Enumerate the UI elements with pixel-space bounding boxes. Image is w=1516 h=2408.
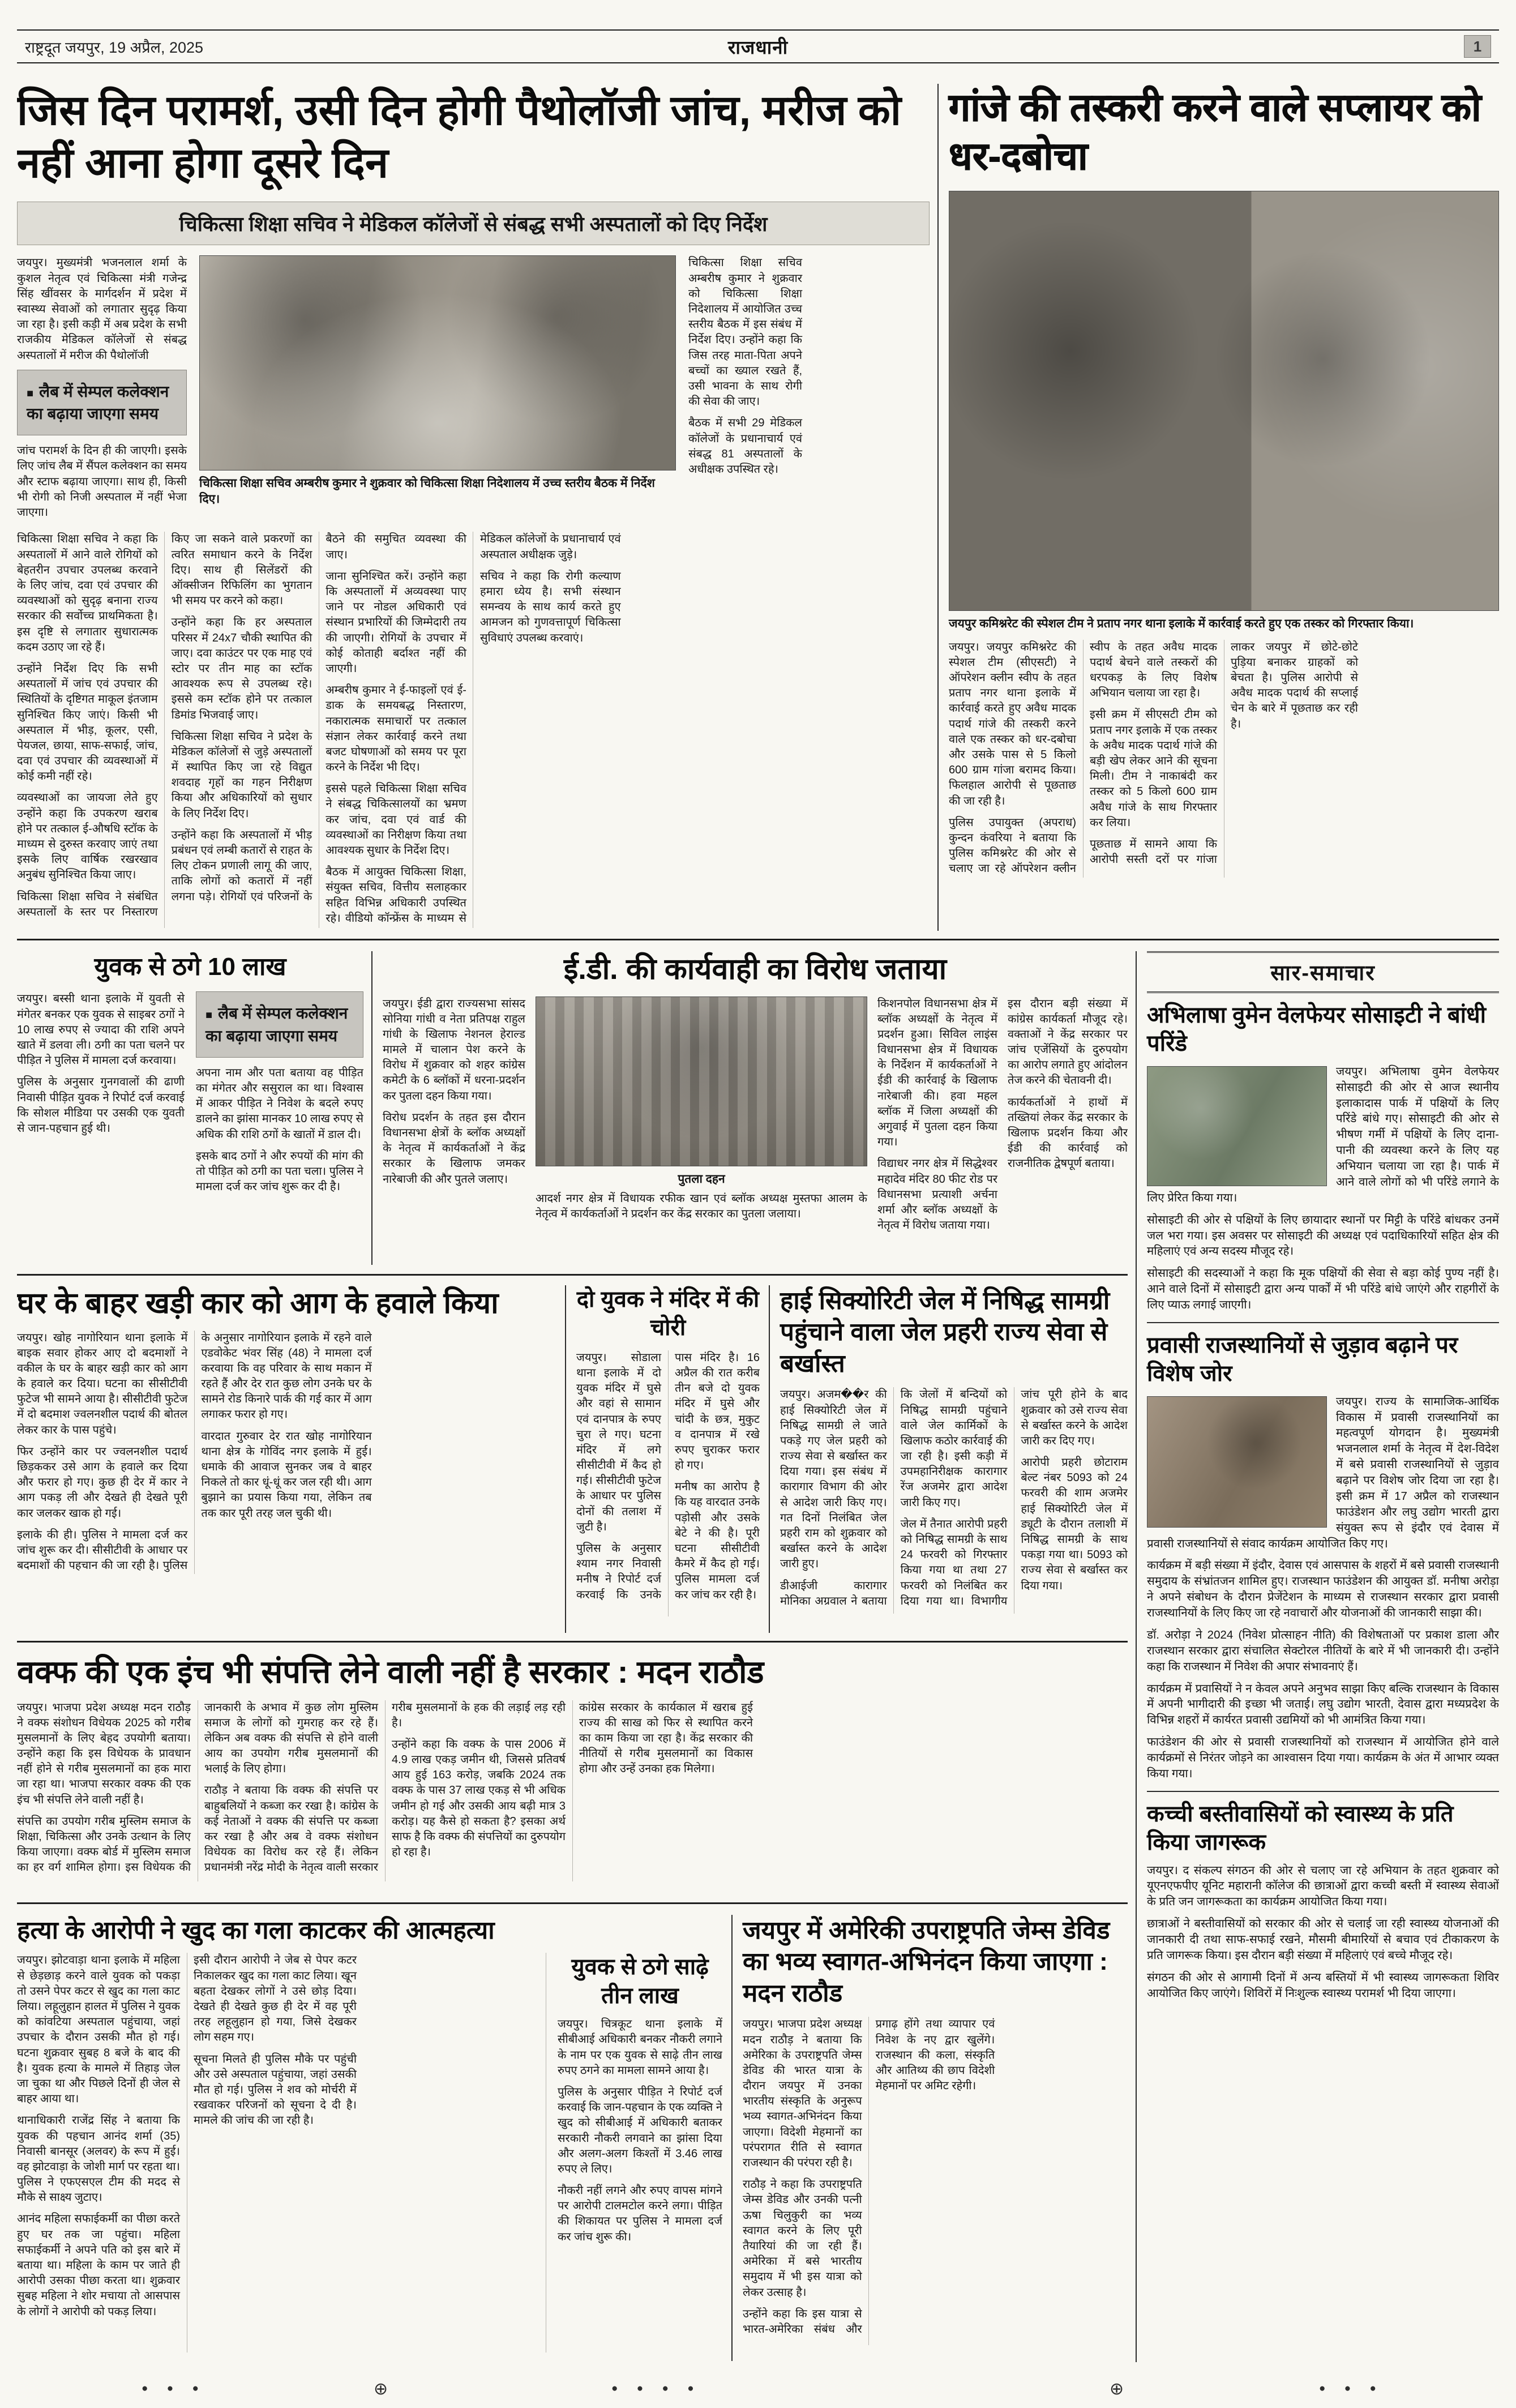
paragraph: राठौड़ ने बताया कि वक्फ की संपत्ति पर बाहुबलियों ने कब्जा कर रखा है। कांग्रेस के कई नेताओं ने वक्फ की संपत्ति पर कब्जा कर रखा है और अब वे वक्फ संशोधन विधेयक का विरोध कर रहे हैं। लेकिन प्रधानमंत्री नरेंद्र मोदी के नेतृत्व वाली सरकार गरीब मुसलमानों के हक की लड़ाई लड़ रही है। (204, 1701, 566, 1874)
paragraph: कार्यक्रम में बड़ी संख्या में इंदौर, देवास एवं आसपास के शहरों में बसे प्रवासी राजस्थानी समुदाय के संभ्रांतजन शामिल हुए। राजस्थान फाउंडेशन की आयुक्त डॉ. मनीषा अरोड़ा ने अपने संबोधन के दौरान प्रेजेंटेशन के माध्यम से राजस्थान सरकार द्वारा प्रवासी राजस्थानियों के लिए किए जा रहे नवाचारों और योजनाओं की जानकारी साझा की। (1147, 1559, 1499, 1620)
paragraph: अपना नाम और पता बताया वह पीड़ित का मंगेतर और ससुराल का था। विश्वास में आकर पीड़ित ने निवेश के बदले रुपए डालने का झांसा मानकर 10 लाख रुपए से अधिक की राशि ठगों के खातों में डाल दी। (196, 1066, 363, 1141)
paragraph: राठौड़ ने कहा कि उपराष्ट्रपति जेम्स डेविड और उनकी पत्नी ऊषा चिलुकुरी का भव्य स्वागत करने के लिए पूरी तैयारियां की जा रही हैं। अमेरिका में बसे भारतीय समुदाय में भी इस यात्रा को लेकर उत्साह है। (743, 2178, 862, 2299)
section-title: राजधानी (727, 36, 789, 58)
paragraph: इससे पहले चिकित्सा शिक्षा सचिव ने संबद्ध चिकित्सालयों का भ्रमण कर जांच, दवा एवं वार्ड की व्यवस्थाओं का निरीक्षण किया तथा आवश्यक सुधार के निर्देश दिए। (326, 782, 466, 857)
paragraph: कार्यक्रम में प्रवासियों ने न केवल अपने अनुभव साझा किए बल्कि राजस्थान के विकास में अपनी भागीदारी की इच्छा भी जताई। लघु उद्योग भारती, देवास द्वारा मध्यप्रदेश के विभिन्न शहरों में कार्यरत प्रवासी उद्यमियों को भी आमंत्रित किया गया। (1147, 1682, 1499, 1727)
paragraph: जयपुर। ईडी द्वारा राज्यसभा सांसद सोनिया गांधी व नेता प्रतिपक्ष राहुल गांधी के खिलाफ नेशनल हेराल्ड मामले में चालान पेश करने के विरोध में शुक्रवार को शहर कांग्रेस कमेटी के 6 ब्लॉकों में धरना-प्रदर्शन कर पुतला दहन किया गया। (383, 997, 525, 1102)
article-ganja (937, 84, 1499, 931)
headline-basti: कच्ची बस्तीवासियों को स्वास्थ्य के प्रति किया जागरूक (1147, 1801, 1454, 1855)
photo-protest (536, 996, 867, 1166)
paragraph: फाउंडेशन की ओर से प्रवासी राजस्थानियों को राजस्थान में आयोजित होने वाले कार्यक्रमों से निरंतर जोड़ने का आश्वासन दिया गया। कार्यक्रम के अंत में आभार व्यक्त किया गया। (1147, 1735, 1499, 1780)
paragraph: इसी दौरान आरोपी ने जेब से पेपर कटर निकालकर खुद का गला काट लिया। खून बहता देखकर लोगों ने उसे छोड़ दिया। देखते ही देखते कुछ ही देर में वह पूरी तरह लहूलुहान हो गया, जिसे देखकर लोग सहम गए। (194, 1954, 357, 2044)
paragraph: उन्होंने कहा कि अस्पतालों में भीड़ प्रबंधन एवं लम्बी कतारों से राहत के लिए टोकन प्रणाली लागू की जाए, ताकि लोगों को कतारों में नहीं लगना पड़े। रोगियों एवं परिजनों के बैठने की समुचित व्यवस्था की जाए। (171, 533, 466, 903)
paragraph: जांच परामर्श के दिन ही की जाएगी। इसके लिए जांच लैब में सैंपल कलेक्शन का समय और स्टाफ बढ़ाया जाएगा। साथ ही, किसी भी रोगी को निजी अस्पताल में नहीं भेजा जाएगा। (17, 444, 187, 519)
dateline: राष्ट्रदूत जयपुर, 19 अप्रैल, 2025 (25, 39, 204, 56)
article-pathology (17, 84, 930, 931)
paragraph: बैठक में आयुक्त चिकित्सा शिक्षा, संयुक्त सचिव, वित्तीय सलाहकार सहित विभिन्न अधिकारी उपस्थित रहे। वीडियो कॉन्फ्रेंस के माध्यम से मेडिकल कॉलेजों के प्रधानाचार्य एवं अस्पताल अधीक्षक जुड़े। (326, 533, 621, 925)
paragraph: जयपुर। भाजपा प्रदेश अध्यक्ष मदन राठौड़ ने बताया कि अमेरिका के उपराष्ट्रपति जेम्स डेविड की भारत यात्रा के दौरान जयपुर में उनका भारतीय संस्कृति के अनुरूप भव्य स्वागत-अभिनंदन किया जाएगा। विदेशी मेहमानों का परंपरागत रीति से स्वागत राजस्थान की परंपरा रही है। (743, 2018, 862, 2169)
paragraph: संगठन की ओर से आगामी दिनों में अन्य बस्तियों में भी स्वास्थ्य जागरूकता शिविर आयोजित किए जाएंगे। शिविरों में निःशुल्क स्वास्थ्य परामर्श भी दिया जाएगा। (1147, 1970, 1499, 2000)
print-dots: ● ● ● ● (611, 2383, 702, 2394)
pathology-photo-figure (199, 255, 676, 524)
paragraph: पुलिस के अनुसार पीड़ित ने रिपोर्ट दर्ज करवाई कि जान-पहचान के एक व्यक्ति ने खुद को सीबीआई में अधिकारी बताकर सरकारी नौकरी लगवाने का झांसा दिया और अलग-अलग किश्तों में 3.46 लाख रुपए ले लिए। (558, 2085, 722, 2175)
headline-thagi10: युवक से ठगे 10 लाख (94, 953, 286, 981)
pathology-left-column (17, 255, 187, 524)
paragraph: फिर उन्होंने कार पर ज्वलनशील पदार्थ छिड़ककर उसे आग के हवाले कर दिया और फरार हो गए। कुछ ही देर में कार ने आग पकड़ ली और देखते ही देखते पूरी कार जलकर खाक हो गई। (17, 1445, 188, 1520)
divider (1147, 1791, 1499, 1792)
paragraph: इसी क्रम में सीएसटी टीम को प्रताप नगर इलाके में एक तस्कर के अवैध मादक पदार्थ गांजे की बड़ी खेप लेकर आने की सूचना मिली। टीम ने नाकाबंदी कर तस्कर को 5 किलो 600 ग्राम अवैध गांजे के साथ गिरफ्तार कर लिया। (1090, 708, 1217, 829)
ed-col-1 (383, 996, 525, 1258)
article-mandir-theft (565, 1285, 760, 1633)
paragraph: पुलिस के अनुसार गुनगवालों की ढाणी निवासी पीड़ित युवक ने रिपोर्ट दर्ज करवाई कि सोशल मीडिया पर उसकी एक युवती से जान-पहचान हुई थी। (17, 1076, 185, 1135)
paragraph: चिकित्सा शिक्षा सचिव ने कहा कि अस्पतालों में आने वाले रोगियों को बेहतरीन उपचार उपलब्ध करवाने के लिए जांच, दवा एवं उपचार की व्यवस्थाओं को सुदृढ़ बनाना राज्य सरकार की सर्वोच्च प्राथमिकता है। इस दृष्टि से लगातार सुधारात्मक कदम उठाए जा रहे हैं। (17, 533, 158, 653)
registration-mark-icon: ⊕ (1110, 2380, 1124, 2398)
divider (1147, 1322, 1499, 1323)
paragraph: उन्होंने कहा कि हर अस्पताल परिसर में 24x7 चौकी स्थापित की जाए। दवा काउंटर पर एक माह एवं स्टोर पर तीन माह का स्टॉक आवश्यक रूप से उपलब्ध रहे। इससे कम स्टॉक होने पर तत्काल डिमांड भिजवाई जाए। (171, 616, 312, 721)
photo-caption: पुतला दहन (678, 1172, 725, 1186)
ed-photo-figure (536, 996, 867, 1258)
paragraph: आदर्श नगर क्षेत्र में विधायक रफीक खान एवं ब्लॉक अध्यक्ष मुस्तफा आलम के नेतृत्व में कार्यकर्ताओं ने प्रदर्शन कर केंद्र सरकार का पुतला जलाया। (536, 1192, 867, 1220)
paragraph: कार्यकर्ताओं ने हाथों में तख्तियां लेकर केंद्र सरकार के खिलाफ प्रदर्शन किया और ईडी की कार्रवाई को राजनीतिक द्वेषपूर्ण बताया। (1008, 1096, 1128, 1170)
headline-vance-welcome: जयपुर में अमेरिकी उपराष्ट्रपति जेम्स डेविड का भव्य स्वागत-अभिनंदन किया जाएगा : मदन राठौड (743, 1917, 1110, 2007)
ganja-body-columns (949, 640, 1499, 878)
photo-arrest (949, 191, 1499, 611)
mandir-body-columns (576, 1350, 760, 1616)
paragraph: विद्याधर नगर क्षेत्र में सिद्धेश्वर महादेव मंदिर 80 फीट रोड पर विधानसभा प्रत्याशी अर्चना शर्मा और ब्लॉक अध्यक्षों के नेतृत्व में विरोध जताया गया। (877, 1157, 997, 1232)
paragraph: व्यवस्थाओं का जायजा लेते हुए उन्होंने कहा कि उपकरण खराब होने पर तत्काल ई-औषधि स्टॉक के माध्यम से दुरुस्त करवाए जाएं तथा इसके लिए वार्षिक रखरखाव अनुबंध सुनिश्चित किया जाए। (17, 792, 158, 882)
paragraph: वारदात गुरुवार देर रात खोह नागोरियान थाना क्षेत्र के गोविंद नगर इलाके में हुई। धमाके की आवाज सुनकर जब वे बाहर निकले तो कार धूं-धूं कर जल रही थी। आग बुझाने का प्रयास किया गया, लेकिन तब तक कार पूरी तरह जल चुकी थी। (201, 1430, 372, 1520)
headline-hatya: हत्या के आरोपी ने खुद का गला काटकर की आत्महत्या (17, 1917, 495, 1944)
headline-pathology: जिस दिन परामर्श, उसी दिन होगी पैथोलॉजी जांच, मरीज को नहीं आना होगा दूसरे दिन (17, 87, 901, 187)
paragraph: सोसाइटी की ओर से पक्षियों के लिए छायादार स्थानों पर मिट्टी के परिंडे बांधकर उनमें जल भरा गया। इस अवसर पर सोसाइटी की अध्यक्ष एवं पदाधिकारियों सहित क्षेत्र की महिलाएं एवं अन्य सदस्य मौजूद रहे। (1147, 1213, 1499, 1258)
headline-parinde: अभिलाषा वुमेन वेलफेयर सोसाइटी ने बांधी परिंडे (1147, 1003, 1487, 1057)
paragraph: जयपुर। अभिलाषा वुमेन वेलफेयर सोसाइटी की ओर से आज स्थानीय इलाकादास पार्क में पक्षियों के लिए परिंडे बांधे गए। सोसाइटी की ओर से भीषण गर्मी में पक्षियों के लिए दाना-पानी की व्यवस्था करने के लिए यह अभियान चलाया जा रहा है। पार्क में आने वाले लोगों को भी परिंडे लगाने के लिए प्रेरित किया गया। (1147, 1064, 1499, 1204)
divider (17, 1902, 1128, 1904)
photo-pravasi (1147, 1396, 1327, 1528)
pathology-right-columns (688, 255, 930, 521)
paragraph: संपत्ति का उपयोग गरीब मुस्लिम समाज के शिक्षा, चिकित्सा और उनके उत्थान के लिए किया जाएगा। वक्फ बोर्ड में मुस्लिम समाज का हर वर्ग शामिल होगा। इस विधेयक की जानकारी के अभाव में कुछ लोग मुस्लिम समाज के लोगों को गुमराह कर रहे हैं। लेकिन अब वक्फ की संपत्ति से होने वाली आय का उपयोग गरीब मुसलमानों की भलाई के लिए होगा। (17, 1701, 378, 1874)
paragraph: आरोपी प्रहरी छोटाराम बेल्ट नंबर 5093 को 24 फरवरी की शाम अजमेर हाई सिक्योरिटी जेल में ड्यूटी के दौरान तलाशी में निषिद्ध सामग्री के साथ पकड़ा गया था। 5093 को राज्य सेवा से बर्खास्त कर दिया गया। (1021, 1456, 1128, 1592)
jail-body-columns (780, 1387, 1128, 1614)
article-pravasi (1147, 1331, 1499, 1782)
article-jail-guard (769, 1285, 1128, 1633)
paragraph: विरोध प्रदर्शन के तहत इस दौरान विधानसभा क्षेत्रों के ब्लॉक अध्यक्षों के नेतृत्व में कार्यकर्ताओं ने केंद्र सरकार के खिलाफ जमकर नारेबाजी की और पुतले जलाए। (383, 1111, 525, 1186)
vance-body-columns (743, 2017, 1128, 2345)
paragraph: चिकित्सा शिक्षा सचिव ने प्रदेश के मेडिकल कॉलेजों से जुड़े अस्पतालों में स्थापित किए जा रहे विद्युत शवदाह गृहों का गहन निरीक्षण किया और अधिकारियों को सुधार के लिए निर्देश दिए। (171, 730, 312, 820)
ed-col-4 (1008, 996, 1128, 1258)
paragraph: जयपुर। झोटवाड़ा थाना इलाके में महिला से छेड़छाड़ करने वाले युवक को पकड़ा तो उसने पेपर कटर से खुद का गला काट लिया। लहूलुहान हालत में पुलिस ने युवक को कांवटिया अस्पताल पहुंचाया, जहां उपचार के दौरान उसकी मौत हो गई। घटना शुक्रवार सुबह 8 बजे के बाद की है। युवक हत्या के मामले में तिहाड़ जेल जा चुका था और पिछले दिनों ही जेल से बाहर आया था। (17, 1954, 180, 2106)
highlight-text: लैब में सेम्पल कलेक्शन का बढ़ाया जाएगा समय (27, 382, 169, 422)
divider (17, 1274, 1128, 1276)
ganja-photo-figure (949, 191, 1499, 631)
article-ed-protest (371, 951, 1128, 1265)
headline-pravasi: प्रवासी राजस्थानियों से जुड़ाव बढ़ाने पर विशेष जोर (1147, 1332, 1458, 1387)
pathology-top-region (17, 255, 930, 524)
article-car-fire (17, 1285, 556, 1633)
thagi10-columns (17, 991, 363, 1250)
paragraph: उन्होंने निर्देश दिए कि सभी अस्पतालों में जांच एवं उपचार की स्थितियों के दृष्टिगत माकूल इंतजाम सुनिश्चित किए जाएं। किसी भी अस्पताल में भीड़, कूलर, एसी, पेयजल, छाया, साफ-सफाई, जांच, दवा एवं उपचार की व्यवस्थाओं में कोई कमी नहीं रहे। (17, 662, 158, 783)
headline-car-fire: घर के बाहर खड़ी कार को आग के हवाले किया (17, 1287, 499, 1320)
paragraph: सचिव ने कहा कि रोगी कल्याण हमारा ध्येय है। सभी संस्थान समन्वय के साथ कार्य करते हुए आमजन को गुणवत्तापूर्ण चिकित्सा सुविधाएं उपलब्ध करवाएं। (479, 570, 621, 644)
article-basti (1147, 1800, 1499, 2001)
paragraph: नौकरी नहीं लगने और रुपए वापस मांगने पर आरोपी टालमटोल करने लगा। पीड़ित की शिकायत पर पुलिस ने मामला दर्ज कर जांच शुरू की। (558, 2184, 722, 2243)
photo-meeting (199, 255, 676, 471)
headline-ed-protest: ई.डी. की कार्यवाही का विरोध जताया (563, 953, 947, 986)
paragraph: चिकित्सा शिक्षा सचिव अम्बरीष कुमार ने शुक्रवार को चिकित्सा शिक्षा निदेशालय में आयोजित उच्च स्तरीय बैठक में इस संबंध में निर्देश दिए। उन्होंने कहा कि जिस तरह माता-पिता अपने बच्चों का ख्याल रखते हैं, उसी भावना के साथ रोगी की सेवा की जाए। (688, 256, 802, 408)
print-dots: ● ● ● (142, 2383, 207, 2394)
article-waqf (17, 1652, 1128, 1894)
paragraph: जयपुर। राज्य के सामाजिक-आर्थिक विकास में प्रवासी राजस्थानियों का महत्वपूर्ण योगदान है। मुख्यमंत्री भजनलाल शर्मा के नेतृत्व में देश-विदेश में बसे प्रवासी राजस्थानियों से जुड़ाव बढ़ाने पर विशेष जोर दिया जा रहा है। इसी क्रम में 17 अप्रैल को राजस्थान फाउंडेशन और लघु उद्योग भारती द्वारा संयुक्त रूप से इंदौर एवं देवास में प्रवासी राजस्थानियों से संवाद कार्यक्रम आयोजित किए गए। (1147, 1395, 1499, 1550)
paragraph: जयपुर। जयपुर कमिश्नरेट की स्पेशल टीम (सीएसटी) ने ऑपरेशन क्लीन स्वीप के तहत प्रताप नगर थाना इलाके में कार्रवाई करते हुए अवैध मादक पदार्थ गांजे की तस्करी करने वाले एक तस्कर को धर-दबोचा और उसके पास से 5 किलो 600 ग्राम गांजा बरामद किया। फिलहाल आरोपी से पूछताछ की जा रही है। (949, 640, 1076, 807)
article-hatya (17, 1915, 722, 2361)
paragraph: जयपुर। द संकल्प संगठन की ओर से चलाए जा रहे अभियान के तहत शुक्रवार को यूएनएफपीए यूनिट महारानी कॉलेज की छात्राओं द्वारा कच्ची बस्ती में स्वास्थ्य सेवाओं के प्रति जन जागरूकता का कार्यक्रम आयोजित किया गया। (1147, 1863, 1499, 1909)
highlight-box (17, 370, 187, 435)
paragraph: पूछताछ में सामने आया कि आरोपी सस्ती दरों पर गांजा लाकर जयपुर में छोटे-छोटे पुड़िया बनाकर ग्राहकों को बेचता है। पुलिस आरोपी से अवैध मादक पदार्थ की सप्लाई चेन के बारे में पूछताछ कर रही है। (1090, 640, 1358, 866)
article-thagi10 (17, 951, 363, 1265)
paragraph: जाना सुनिश्चित करें। उन्होंने कहा कि अस्पतालों में अव्यवस्था पाए जाने पर नोडल अधिकारी एवं संस्थान प्रभारियों की जिम्मेदारी तय की जाएगी। रोगियों के उपचार में कोई कोताही बर्दाश्त नहीं की जाएगी। (326, 570, 466, 675)
paragraph: मनीष का आरोप है कि यह वारदात उनके पड़ोसी और उसके बेटे ने की है। पूरी घटना सीसीटीवी कैमरे में कैद हो गई। पुलिस मामला दर्ज कर जांच कर रही है। (675, 1481, 760, 1601)
paragraph: आनंद महिला सफाईकर्मी का पीछा करते हुए घर तक जा पहुंचा। महिला सफाईकर्मी ने अपने पति को इस बारे में बताया था। महिला के काम पर जाते ही आरोपी उसका पीछा करता था। शुक्रवार सुबह महिला ने शोर मचाया तो आसपास के लोगों ने आरोपी को पकड़ लिया। (17, 2213, 180, 2318)
paragraph: डीआईजी कारागार मोनिका अग्रवाल ने बताया कि जेलों में बन्दियों को निषिद्ध सामग्री पहुंचाने वाले जेल कार्मिकों के खिलाफ कठोर कार्रवाई की जा रही है। इसी कड़ी में उपमहानिरीक्षक कारागार रेंज अजमेर द्वारा आदेश जारी किए गए। (780, 1388, 1008, 1607)
article-vance-welcome (731, 1915, 1128, 2361)
highlight-box (196, 991, 363, 1057)
paragraph: छात्राओं ने बस्तीवासियों को सरकार की ओर से चलाई जा रही स्वास्थ्य योजनाओं की जानकारी दी तथा साफ-सफाई रखने, मौसमी बीमारियों से बचाव एवं टीकाकरण के प्रति जागरूक किया। इस दौरान बड़ी संख्या में महिलाएं एवं बच्चे मौजूद रहे। (1147, 1917, 1499, 1962)
ed-col-3 (877, 996, 997, 1258)
paragraph: चिकित्सा शिक्षा सचिव ने संबंधित अस्पतालों के स्तर पर निस्तारण किए जा सकने वाले प्रकरणों का त्वरित समाधान करने के निर्देश दिए। साथ ही सिलेंडरों की ऑक्सीजन रिफिलिंग का भुगतान भी समय पर करने को कहा। (17, 533, 312, 918)
divider (17, 1641, 1128, 1643)
article-parinde (1147, 1001, 1499, 1313)
paragraph: डॉ. अरोड़ा ने 2024 (निवेश प्रोत्साहन नीति) की विशेषताओं पर प्रकाश डाला और राजस्थान सरकार द्वारा संचालित सेक्टोरल नीतियों के बारे में भी जानकारी दी। उन्होंने कहा कि राजस्थान में निवेश की अपार संभावनाएं हैं। (1147, 1628, 1499, 1673)
headline-waqf: वक्फ की एक इंच भी संपत्ति लेने वाली नहीं है सरकार : मदन राठौड (17, 1654, 764, 1690)
car-body-columns (17, 1331, 556, 1574)
paragraph: बैठक में सभी 29 मेडिकल कॉलेजों के प्रधानाचार्य एवं संबद्ध 81 अस्पतालों के अधीक्षक उपस्थित रहे। (688, 417, 802, 476)
square-bullet-icon: ■ (205, 1009, 213, 1022)
paragraph: पुलिस के अनुसार श्याम नगर निवासी मनीष ने रिपोर्ट दर्ज करवाई कि उनके पास मंदिर है। 16 अप्रैल की रात करीब तीन बजे दो युवक मंदिर में घुसे और चांदी के छत्र, मुकुट व दानपात्र में रखे रुपए चुराकर फरार हो गए। (576, 1351, 760, 1601)
paragraph: किशनपोल विधानसभा क्षेत्र में ब्लॉक अध्यक्षों के नेतृत्व में प्रदर्शन हुआ। सिविल लाइंस विधानसभा क्षेत्र में विधायक के निर्देशन में कार्यकर्ताओं ने ईडी की कार्रवाई के खिलाफ नारेबाजी की। हवा महल ब्लॉक में जिला अध्यक्षों की अगुवाई में पुतला दहन किया गया। (877, 997, 997, 1149)
paragraph: उन्होंने कहा कि वक्फ के पास 2006 में 4.9 लाख एकड़ जमीन थी, जिससे प्रतिवर्ष आय हुई 163 करोड़, जबकि 2024 तक वक्फ के पास 37 लाख एकड़ से भी अधिक जमीन हो गई और उसकी आय बढ़ी मात्र 3 करोड़। यह कैसे हो सकता है? इसका अर्थ साफ है कि वक्फ की संपत्तियों का दुरुपयोग हो रहा है। (392, 1738, 566, 1859)
paragraph: उन्होंने कहा कि इस यात्रा से भारत-अमेरिका संबंध और प्रगाढ़ होंगे तथा व्यापार एवं निवेश के नए द्वार खुलेंगे। राजस्थान की कला, संस्कृति और आतिथ्य की छाप विदेशी मेहमानों पर अमिट रहेगी। (743, 2018, 995, 2336)
photo-parinde (1147, 1066, 1327, 1186)
headline-thagi35: युवक से ठगे साढ़े तीन लाख (571, 1954, 709, 2008)
paragraph: इसके बाद ठगों ने और रुपयों की मांग की तो पीड़ित को ठगी का पता चला। पुलिस ने मामला दर्ज कर जांच शुरू कर दी है। (196, 1149, 363, 1194)
headline-mandir-theft: दो युवक ने मंदिर में की चोरी (576, 1287, 760, 1341)
paragraph: इलाके की ही। पुलिस ने मामला दर्ज कर जांच शुरू कर दी। सीसीटीवी के आधार पर बदमाशों की पहचान की जा रही है। पुलिस के अनुसार नागोरियान इलाके में रहने वाले एडवोकेट भंवर सिंह (48) ने मामला दर्ज करवाया कि वह परिवार के साथ मकान में रहते हैं और देर रात कुछ लोग उनके घर के सामने रोड किनारे पार्क की गई कार में आग लगाकर फरार हो गए। (17, 1331, 372, 1572)
divider (17, 939, 1499, 940)
hatya-layout (17, 1953, 722, 2353)
paragraph: जयपुर। भाजपा प्रदेश अध्यक्ष मदन राठौड़ ने वक्फ संशोधन विधेयक 2025 को गरीब मुसलमानों के लिए बेहद उपयोगी बताया। उन्होंने कहा कि इस विधेयक के प्रावधान नहीं होने से गरीब मुसलमानों का हक मारा जा रहा था। भाजपा सरकार वक्फ की एक इंच भी संपत्ति लेने वाली नहीं है। (17, 1701, 191, 1806)
paragraph: जयपुर। मुख्यमंत्री भजनलाल शर्मा के कुशल नेतृत्व एवं चिकित्सा मंत्री गजेन्द्र सिंह खींवसर के मार्गदर्शन में प्रदेश में स्वास्थ्य सेवाओं को लगातार सुदृढ़ किया जा रहा है। इसी कड़ी में अब प्रदेश के सभी राजकीय मेडिकल कॉलेजों से संबद्ध अस्पतालों में मरीज की पैथोलॉजी (17, 256, 187, 362)
paragraph: जयपुर। सोडाला थाना इलाके में दो युवक मंदिर में घुसे और वहां से सामान एवं दानपात्र के रुपए चुरा ले गए। घटना मंदिर में लगे सीसीटीवी में कैद हो गई। सीसीटीवी फुटेज के आधार पर पुलिस दोनों की तलाश में जुटी है। (576, 1351, 661, 1533)
paragraph: सूचना मिलते ही पुलिस मौके पर पहुंची और उसे अस्पताल पहुंचाया, जहां उसकी मौत हो गई। पुलिस ने शव को मोर्चरी में रखवाकर परिजनों को सूचना दे दी है। मामले की जांच की जा रही है। (194, 2052, 357, 2127)
page-number-box: 1 (1464, 35, 1491, 58)
news-rail (1136, 951, 1499, 2362)
photo-caption: जयपुर कमिश्नरेट की स्पेशल टीम ने प्रताप नगर थाना इलाके में कार्रवाई करते हुए एक तस्कर को गिरफ्तार किया। (949, 617, 1414, 631)
paragraph: सोसाइटी की सदस्याओं ने कहा कि मूक पक्षियों की सेवा से बड़ा कोई पुण्य नहीं है। आने वाले दिनों में सोसाइटी द्वारा अन्य पार्कों में भी परिंडे बांधे जाएंगे और राहगीरों के लिए प्याऊ लगाई जाएगी। (1147, 1267, 1499, 1312)
highlight-text: लैब में सेम्पल कलेक्शन का बढ़ाया जाएगा समय (205, 1004, 348, 1045)
registration-mark-icon: ⊕ (374, 2380, 388, 2398)
ed-columns (383, 996, 1128, 1258)
paragraph: जेल में तैनात आरोपी प्रहरी को निषिद्ध सामग्री के साथ 24 फरवरी को गिरफ्तार किया गया था तथा 27 फरवरी को निलंबित कर दिया गया था। विभागीय जांच पूरी होने के बाद शुक्रवार को उसे राज्य सेवा से बर्खास्त करने के आदेश जारी कर दिए गए। (900, 1388, 1128, 1607)
headline-ganja: गांजे की तस्करी करने वाले सप्लायर को धर-दबोचा (949, 86, 1481, 178)
photo-caption: चिकित्सा शिक्षा सचिव अम्बरीष कुमार ने शुक्रवार को चिकित्सा शिक्षा निदेशालय में उच्च स्तरीय बैठक में निर्देश दिए। (199, 477, 655, 506)
paragraph: इस दौरान बड़ी संख्या में कांग्रेस कार्यकर्ता मौजूद रहे। वक्ताओं ने केंद्र सरकार पर जांच एजेंसियों के दुरुपयोग का आरोप लगाते हुए आंदोलन तेज करने की चेतावनी दी। (1008, 997, 1128, 1087)
paragraph: कांग्रेस सरकार के कार्यकाल में खराब हुई राज्य की साख को फिर से स्थापित करने का काम किया जा रहा है। केंद्र सरकार की नीतियों से गरीब मुसलमानों का विकास होगा और उन्हें उनका हक मिलेगा। (579, 1701, 753, 1776)
headline-jail-guard: हाई सिक्योरिटी जेल में निषिद्ध सामग्री पहुंचाने वाला जेल प्रहरी राज्य सेवा से बर्खास्त (780, 1287, 1110, 1378)
hatya-body-columns (17, 1953, 533, 2353)
paragraph: अम्बरीष कुमार ने ई-फाइलों एवं ई-डाक के समयबद्ध निस्तारण, नकारात्मक समाचारों पर तत्काल संज्ञान लेकर कार्रवाई करने तथा बजट घोषणाओं को समय पर पूरा करने के निर्देश भी दिए। (326, 684, 466, 774)
rail-section-title: सार-समाचार (1147, 951, 1499, 993)
paragraph: जयपुर। अजम��र की हाई सिक्योरिटी जेल में निषिद्ध सामग्री ले जाते पकड़े गए जेल प्रहरी को राज्य सेवा से बर्खास्त कर दिया गया। इस संबंध में कारागार विभाग की ओर से आदेश जारी किए गए। गत दिनों निलंबित जेल प्रहरी राम को शुक्रवार को बर्खास्त करने के आदेश जारी हुए। (780, 1388, 887, 1571)
subhead-pathology: चिकित्सा शिक्षा सचिव ने मेडिकल कॉलेजों से संबद्ध सभी अस्पतालों को दिए निर्देश (17, 202, 930, 245)
thagi10-col-1 (17, 991, 185, 1250)
thagi10-col-2 (196, 991, 363, 1250)
masthead (17, 29, 1499, 63)
article-thagi35 (546, 1953, 722, 2353)
print-dots: ● ● ● (1319, 2383, 1384, 2394)
paragraph: थानाधिकारी राजेंद्र सिंह ने बताया कि युवक की पहचान आनंद शर्मा (35) निवासी बानसूर (अलवर) के रूप में हुई। वह झोटवाड़ा के जोशी मार्ग पर रहता था। पुलिस ने एफएसएल टीम की मदद से मौके से साक्ष्य जुटाए। (17, 2114, 180, 2204)
paragraph: जयपुर। बस्सी थाना इलाके में युवती से मंगेतर बनकर एक युवक से साइबर ठगों ने 10 लाख रुपए से ज्यादा की राशि अपने खाते में डलवा ली। ठगी का पता चलने पर पीड़ित ने पुलिस में मामला दर्ज करवाया। (17, 993, 185, 1067)
waqf-body-columns (17, 1700, 1128, 1881)
square-bullet-icon: ■ (27, 387, 34, 400)
paragraph: जयपुर। खोह नागोरियान थाना इलाके में बाइक सवार होकर आए दो बदमाशों ने वकील के घर के बाहर खड़ी कार को आग के हवाले कर दिया। घटना का सीसीटीवी फुटेज भी सामने आया है। सीसीटीवी फुटेज में दो बदमाश ज्वलनशील पदार्थ की बोतल लेकर कार के पास पहुंचे। (17, 1331, 188, 1436)
paragraph: पुलिस उपायुक्त (अपराध) कुन्दन कंवरिया ने बताया कि पुलिस कमिश्नरेट की ओर से चलाए जा रहे ऑपरेशन क्लीन स्वीप के तहत अवैध मादक पदार्थ बेचने वाले तस्करों की धरपकड़ के लिए विशेष अभियान चलाया जा रहा है। (949, 640, 1217, 875)
pathology-body-columns (17, 532, 930, 928)
paragraph: जयपुर। चित्रकूट थाना इलाके में सीबीआई अधिकारी बनकर नौकरी लगाने के नाम पर एक युवक से साढ़े तीन लाख रुपए ठगने का मामला सामने आया है। (558, 2018, 722, 2077)
print-registration-row (0, 2380, 1516, 2403)
